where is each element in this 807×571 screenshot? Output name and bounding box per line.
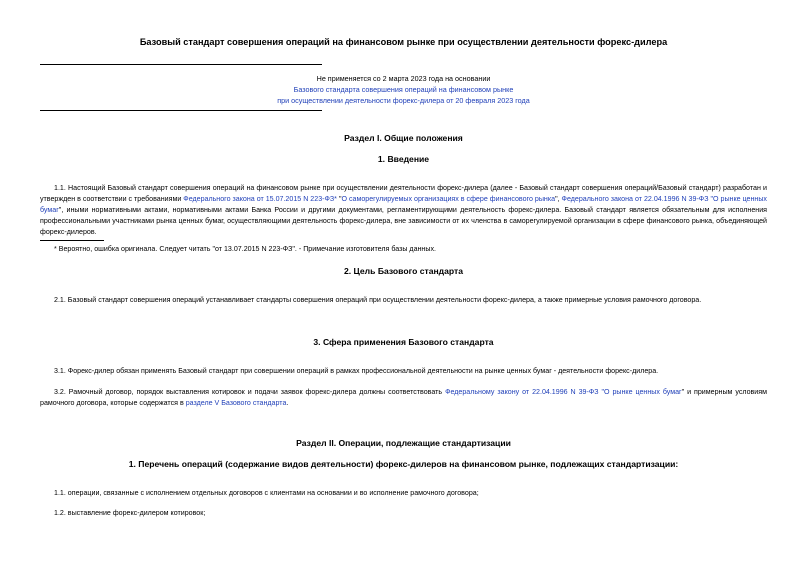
- law-39-link-2[interactable]: Федеральному закону от 22.04.1996 N 39-ФЗ "О рынке ценных бумаг: [445, 388, 682, 396]
- paragraph-3-2: [40, 387, 767, 409]
- p1-1-text-c: ",: [555, 195, 562, 203]
- section-1-heading: Раздел I. Общие положения: [344, 133, 463, 143]
- notice-link-standard-date[interactable]: при осуществлении деятельности форекс-дилера от 20 февраля 2023 года: [277, 96, 530, 105]
- p3-2-text-a: 3.2. Рамочный договор, порядок выставления котировок и подачи заявок форекс-дилера должны соответствовать: [54, 388, 446, 396]
- footnote: * Вероятно, ошибка оригинала. Следует читать "от 13.07.2015 N 223-ФЗ". - Примечание изготовителя базы данных.: [54, 245, 436, 253]
- p1-1-text-d: ", иными нормативными актами, нормативными актами Банка России и другими документами, регламентирующими деятельность форекс-дилера. Базовый стандарт является обязательным для исполнения профессиональными участниками рынка ценных бумаг, осуществляющими деятельность форекс-дилера, вне зависимости от их членства в саморегулируемой организации в сфере финансового рынка, объединяющей форекс-дилеров.: [40, 206, 767, 236]
- paragraph-3-1: 3.1. Форекс-дилер обязан применять Базовый стандарт при совершении операций в рамках профессиональной деятельности на рынке ценных бумаг - деятельности форекс-дилера.: [54, 367, 659, 375]
- law-39-link[interactable]: Федерального закона от 22.04.1996 N 39-ФЗ "О рынке ценных бумаг: [40, 195, 767, 214]
- paragraph-1-1: [40, 183, 767, 238]
- intro-heading: 1. Введение: [377, 154, 430, 164]
- paragraph-2-1: 2.1. Базовый стандарт совершения операций устанавливает стандарты совершения операций при осуществлении деятельности форекс-дилера, а также примерные условия рамочного договора.: [54, 296, 702, 304]
- scope-heading: 3. Сфера применения Базового стандарта: [313, 337, 494, 347]
- p3-2-text-b: " и примерным условиям рамочного договора, которые содержатся в: [40, 388, 767, 407]
- notice-line: Не применяется со 2 марта 2023 года на основании: [316, 74, 491, 83]
- law-223-link[interactable]: Федерального закона от 15.07.2015 N 223-ФЗ*: [183, 195, 337, 203]
- p3-2-text-c: .: [286, 399, 289, 407]
- paragraph-ii-1-1: 1.1. операции, связанные с исполнением отдельных договоров с клиентами на основании и во исполнение рамочного договора;: [54, 489, 479, 497]
- goal-heading: 2. Цель Базового стандарта: [343, 266, 464, 276]
- notice-top-rule: [40, 64, 322, 65]
- operations-list-heading: 1. Перечень операций (содержание видов деятельности) форекс-дилеров на финансовом рынке, подлежащих стандартизации:: [128, 459, 679, 469]
- section-2-heading: Раздел II. Операции, подлежащие стандартизации: [296, 438, 511, 448]
- sro-law-link[interactable]: О саморегулируемых организациях в сфере финансового рынка: [341, 195, 556, 203]
- p1-1-text-b: ": [336, 195, 342, 203]
- notice-bottom-rule: [40, 110, 322, 111]
- document-title: Базовый стандарт совершения операций на финансовом рынке при осуществлении деятельности форекс-дилера: [139, 37, 668, 47]
- footnote-rule: [40, 240, 104, 241]
- section-5-link[interactable]: разделе V Базового стандарта: [185, 399, 287, 407]
- paragraph-ii-1-2: 1.2. выставление форекс-дилером котировок;: [54, 509, 206, 517]
- notice-link-standard[interactable]: Базового стандарта совершения операций на финансовом рынке: [293, 85, 514, 94]
- p1-1-text-a: 1.1. Настоящий Базовый стандарт совершения операций на финансовом рынке при осуществлении деятельности форекс-дилера (далее - Базовый стандарт совершения операций/Базовый стандарт) разработан и утвержден в соответствии с требованиями: [40, 184, 767, 203]
- validity-notice: [200, 73, 607, 106]
